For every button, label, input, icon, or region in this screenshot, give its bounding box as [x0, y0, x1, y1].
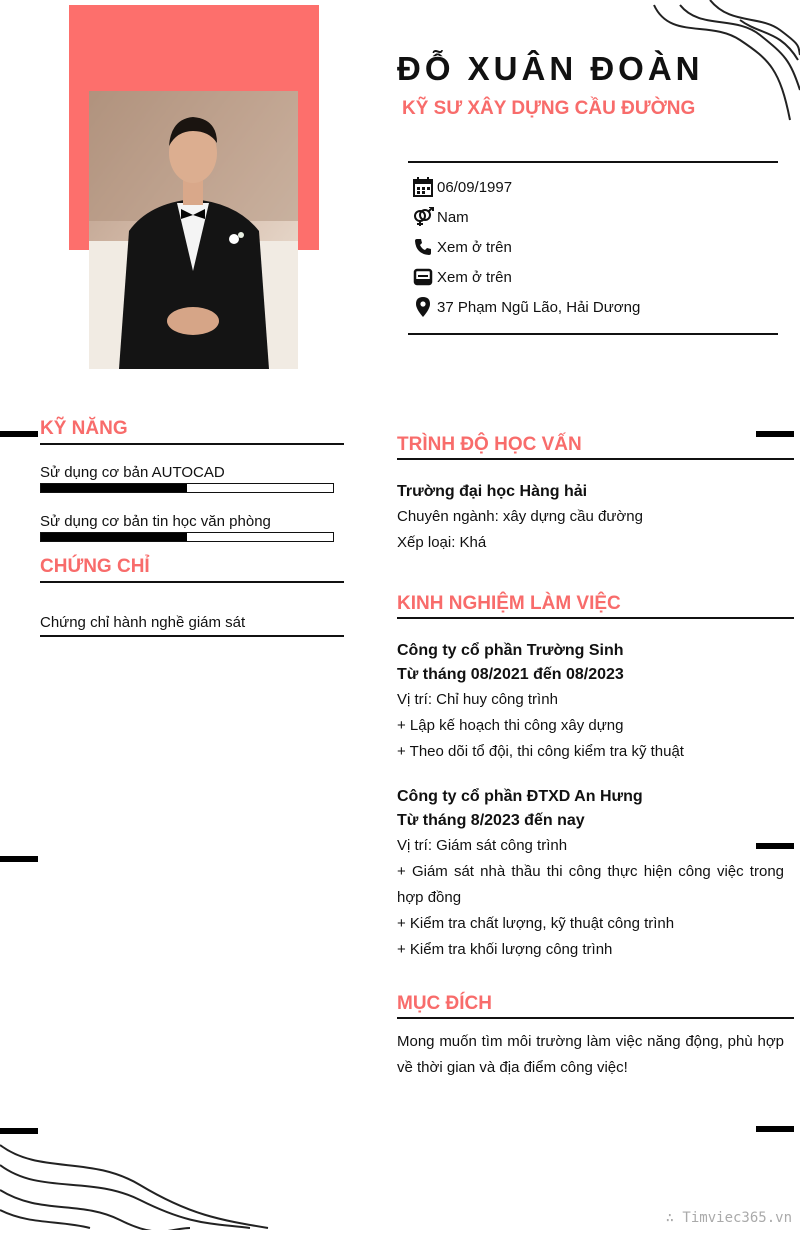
- objective-title: MỤC ĐÍCH: [397, 993, 492, 1014]
- watermark: ∴ Timviec365.vn: [665, 1210, 792, 1226]
- job-title: KỸ SƯ XÂY DỰNG CẦU ĐƯỜNG: [402, 98, 696, 119]
- job-duty: + Theo dõi tổ đội, thi công kiểm tra kỹ thuật: [397, 743, 684, 760]
- education-divider: [397, 458, 794, 460]
- address-text: 37 Phạm Ngũ Lão, Hải Dương: [437, 298, 641, 316]
- skill-name: Sử dụng cơ bản tin học văn phòng: [40, 513, 271, 530]
- skill-level-fill: [41, 484, 187, 492]
- skill-name: Sử dụng cơ bản AUTOCAD: [40, 464, 225, 481]
- experience-title: KINH NGHIỆM LÀM VIỆC: [397, 593, 621, 614]
- objective-text: về thời gian và địa điểm công việc!: [397, 1059, 628, 1076]
- email-icon: [412, 267, 434, 287]
- info-row-birthday: [412, 176, 512, 198]
- skill-level-fill: [41, 533, 187, 541]
- skill-level-bar: [40, 483, 334, 493]
- gender-text: Nam: [437, 208, 469, 226]
- gender-icon: [412, 207, 434, 227]
- job-duty: + Kiểm tra khối lượng công trình: [397, 941, 613, 958]
- edge-tick: [756, 431, 794, 437]
- objective-text: Mong muốn tìm môi trường làm việc năng động, phù hợp: [397, 1033, 784, 1050]
- job-duty: hợp đồng: [397, 889, 462, 906]
- location-pin-icon: [412, 297, 434, 317]
- job-period: Từ tháng 08/2021 đến 08/2023: [397, 666, 624, 683]
- certificates-title: CHỨNG CHỈ: [40, 556, 150, 577]
- job-duty: + Lập kế hoạch thi công xây dựng: [397, 717, 624, 734]
- edge-tick: [0, 856, 38, 862]
- email-text: Xem ở trên: [437, 268, 512, 286]
- job-period: Từ tháng 8/2023 đến nay: [397, 812, 585, 829]
- school-name: Trường đại học Hàng hải: [397, 483, 588, 500]
- info-row-email: [412, 266, 512, 288]
- info-row-phone: [412, 236, 512, 258]
- edge-tick: [0, 431, 38, 437]
- job-duty: + Kiểm tra chất lượng, kỹ thuật công trình: [397, 915, 675, 932]
- job-company: Công ty cổ phần ĐTXD An Hưng: [397, 788, 643, 805]
- info-divider-top: [408, 161, 778, 163]
- certificates-divider-bottom: [40, 635, 344, 637]
- edge-tick: [756, 843, 794, 849]
- info-row-gender: [412, 206, 469, 228]
- education-rank: Xếp loại: Khá: [397, 534, 487, 551]
- skills-divider: [40, 443, 344, 445]
- certificate-item: Chứng chỉ hành nghề giám sát: [40, 614, 246, 631]
- job-duty: + Giám sát nhà thầu thi công thực hiện công việc trong: [397, 863, 784, 880]
- experience-divider: [397, 617, 794, 619]
- education-major: Chuyên ngành: xây dựng cầu đường: [397, 508, 643, 525]
- edge-tick: [0, 1128, 38, 1134]
- education-title: TRÌNH ĐỘ HỌC VẤN: [397, 434, 582, 455]
- birthday-text: 06/09/1997: [437, 178, 513, 196]
- edge-tick: [756, 1126, 794, 1132]
- candidate-name: ĐỖ XUÂN ĐOÀN: [397, 50, 704, 87]
- job-position: Vị trí: Chỉ huy công trình: [397, 691, 558, 708]
- certificates-divider: [40, 581, 344, 583]
- skills-title: KỸ NĂNG: [40, 418, 128, 439]
- wave-decoration-bottom: [0, 1135, 280, 1230]
- profile-photo: [89, 91, 298, 369]
- skill-level-bar: [40, 532, 334, 542]
- objective-divider: [397, 1017, 794, 1019]
- phone-icon: [412, 237, 434, 257]
- info-divider-bottom: [408, 333, 778, 335]
- calendar-icon: [412, 177, 434, 197]
- job-position: Vị trí: Giám sát công trình: [397, 837, 568, 854]
- info-row-address: [412, 296, 640, 318]
- phone-text: Xem ở trên: [437, 238, 512, 256]
- job-company: Công ty cổ phần Trường Sinh: [397, 642, 624, 659]
